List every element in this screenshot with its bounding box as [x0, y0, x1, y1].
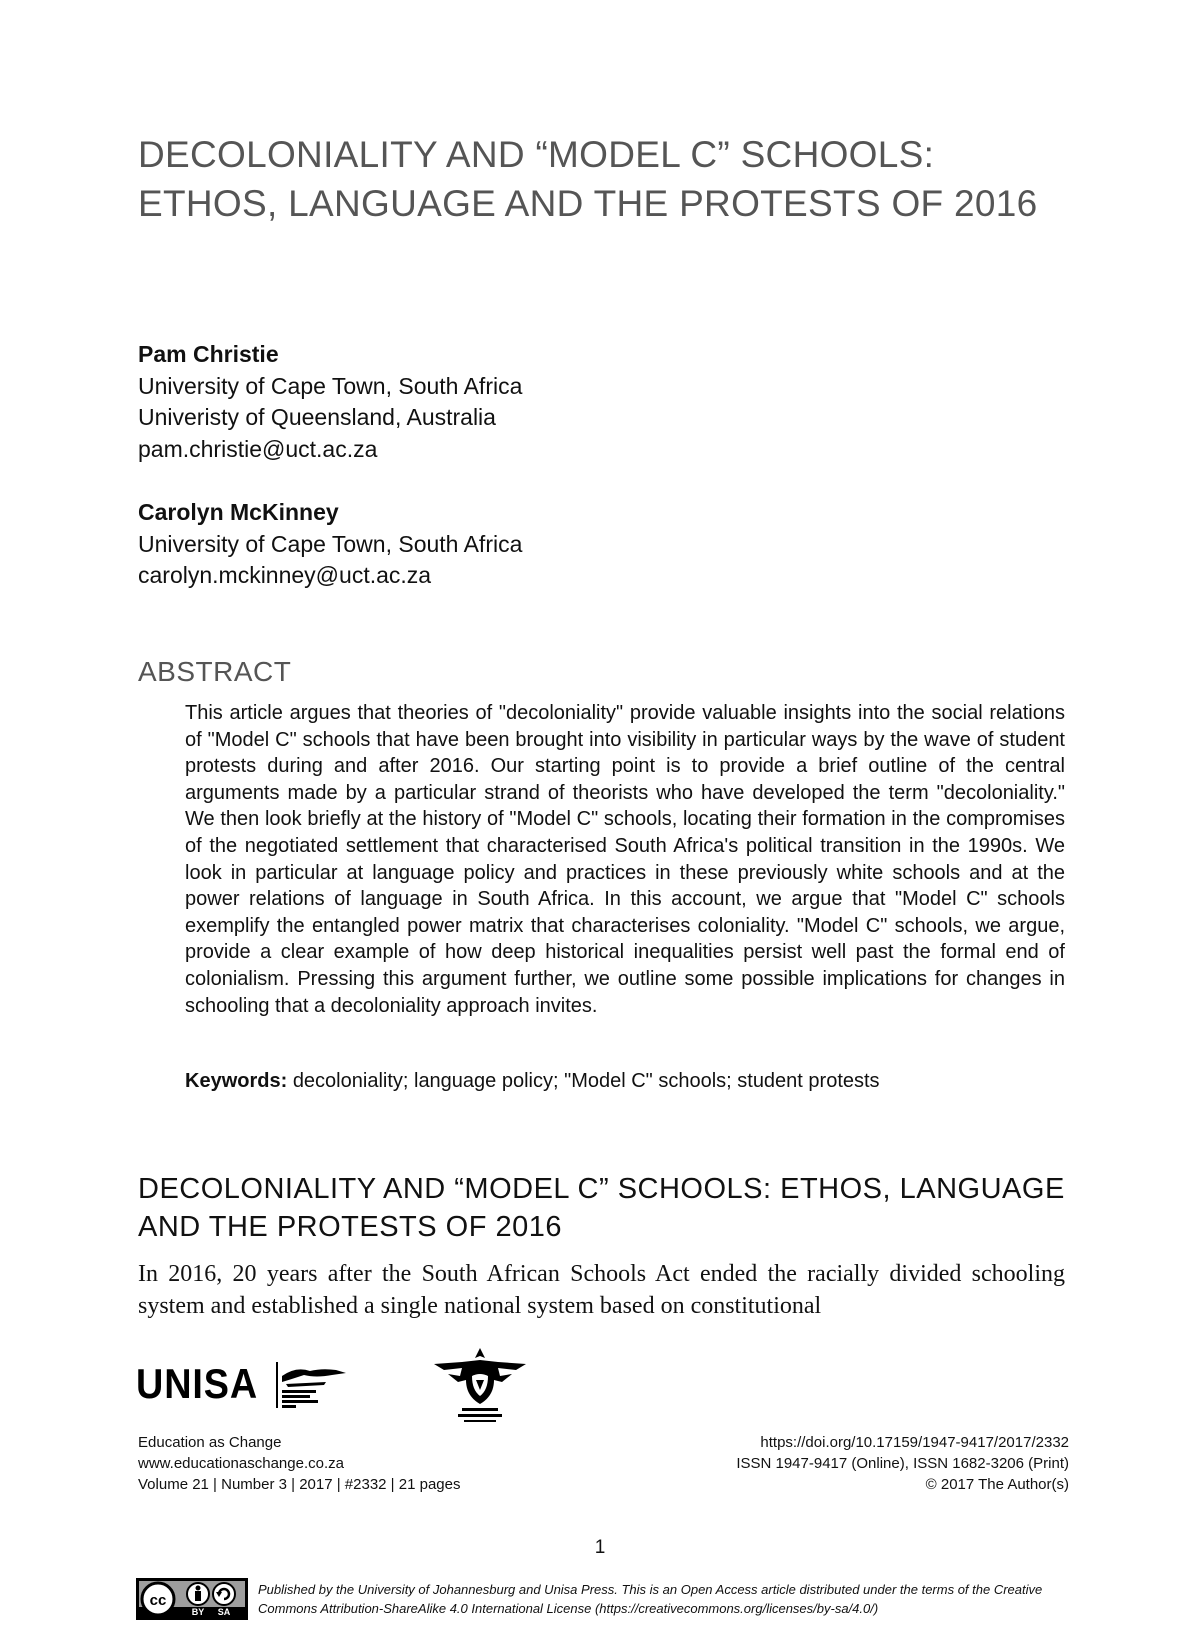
- uj-press-logo: [432, 1346, 528, 1433]
- copyright: © 2017 The Author(s): [925, 1476, 1069, 1493]
- page-number: 1: [594, 1537, 606, 1558]
- body-paragraph: In 2016, 20 years after the South African Schools Act ended the racially divided schooling system and established a single national system based on constitutional: [138, 1261, 1065, 1319]
- author-affiliation: Univeristy of Queensland, Australia: [138, 404, 496, 430]
- author-block: [138, 339, 522, 465]
- author-email[interactable]: pam.christie@uct.ac.za: [138, 435, 378, 462]
- author-name: Pam Christie: [138, 341, 279, 367]
- author-name: Carolyn McKinney: [138, 499, 339, 525]
- author-block: [138, 497, 522, 592]
- abstract-text: This article argues that theories of "decoloniality" provide valuable insights into the social relations of "Model C" schools that have been brought into visibility in particular ways by the wave of student protests during and after 2016. Our starting point is to provide a brief outline of the central arguments made by a particular strand of theorists who have developed the term "decoloniality." We then look briefly at the history of "Model C" schools, locating their formation in the compromises of the negotiated settlement that characterised South Africa's political transition in the 1990s. We look in particular at language policy and practices in these previously white schools and at the power relations of language in South Africa. In this account, we argue that "Model C" schools exemplify the entangled power matrix that characterises coloniality. "Model C" schools, we argue, provide a clear example of how deep historical inequalities persist well past the formal end of colonialism. Pressing this argument further, we outline some possible implications for changes in schooling that a decoloniality approach invites.: [185, 702, 1065, 1017]
- section-heading: DECOLONIALITY AND “MODEL C” SCHOOLS: ETHOS, LANGUAGE AND THE PROTESTS OF 2016: [138, 1173, 1065, 1243]
- keywords-list: decoloniality; language policy; "Model C" schools; student protests: [292, 1070, 880, 1092]
- uj-crest-icon: [432, 1346, 528, 1428]
- volume-info: Volume 21 | Number 3 | 2017 | #2332 | 21 pages: [138, 1476, 461, 1493]
- license-statement: Published by the University of Johannesburg and Unisa Press. This is an Open Access article distributed under the terms of the Creative Commons Attribution-ShareAlike 4.0 International License (https://creativecommons.org/licenses/by-sa/4.0/): [258, 1582, 1043, 1616]
- unisa-press-mark-icon: [276, 1362, 348, 1408]
- author-email[interactable]: carolyn.mckinney@uct.ac.za: [138, 562, 432, 588]
- journal-name: Education as Change: [138, 1434, 282, 1451]
- unisa-logo-text: UNISA: [136, 1360, 259, 1407]
- unisa-logo: [136, 1360, 272, 1408]
- cc-badge-by-label: BY: [191, 1607, 205, 1617]
- journal-website[interactable]: www.educationaschange.co.za: [138, 1455, 344, 1472]
- svg-text:cc: cc: [149, 1592, 167, 1609]
- author-affiliation: University of Cape Town, South Africa: [138, 372, 523, 399]
- cc-by-sa-badge[interactable]: [136, 1578, 248, 1625]
- cc-badge-sa-label: SA: [217, 1607, 231, 1617]
- issn: ISSN 1947-9417 (Online), ISSN 1682-3206 (Print): [736, 1455, 1069, 1472]
- article-title: DECOLONIALITY AND “MODEL C” SCHOOLS: ETHOS, LANGUAGE AND THE PROTESTS OF 2016: [138, 134, 1038, 224]
- keywords: [185, 1070, 880, 1093]
- keywords-label: Keywords:: [185, 1070, 288, 1092]
- footer-journal-info: [138, 1432, 460, 1495]
- doi-link[interactable]: https://doi.org/10.17159/1947-9417/2017/2332: [760, 1434, 1069, 1451]
- author-affiliation: University of Cape Town, South Africa: [138, 530, 523, 557]
- footer-publication-info: [736, 1432, 1069, 1495]
- abstract-heading: ABSTRACT: [138, 656, 292, 687]
